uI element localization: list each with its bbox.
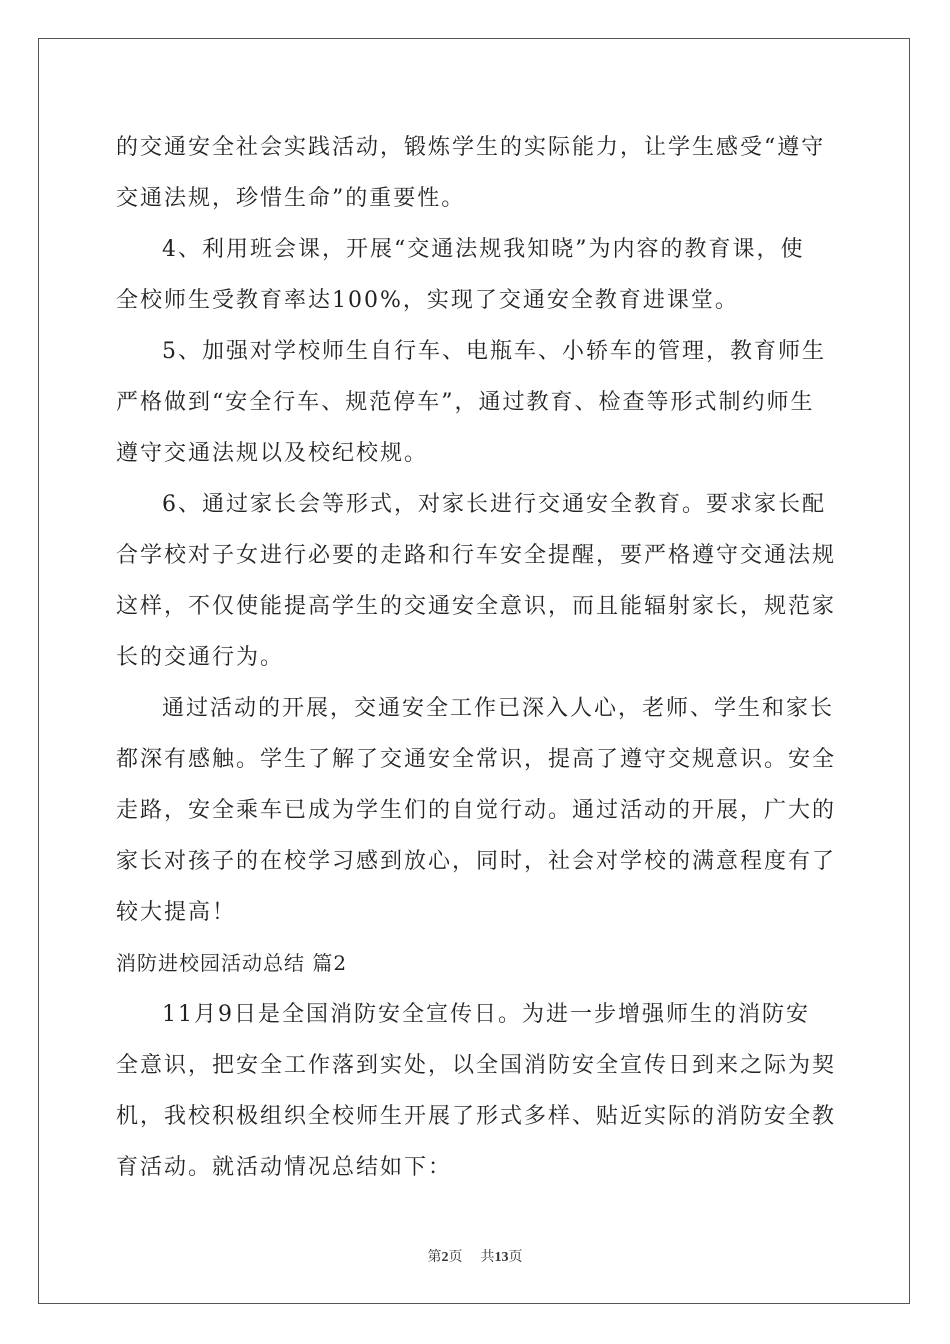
text-line: 4、利用班会课，开展“交通法规我知晓”为内容的教育课，使 [162,237,805,262]
text-line: 11月9日是全国消防安全宣传日。为进一步增强师生的消防安 [162,1002,810,1027]
paragraph [116,224,836,326]
text-line: 6、通过家长会等形式，对家长进行交通安全教育。要求家长配 [162,492,826,517]
text-line: 较大提高！ [116,900,237,925]
text-line: 机，我校积极组织全校师生开展了形式多样、贴近实际的消防安全教 [116,1104,837,1129]
total-pages: 13 [494,1250,509,1265]
document-body [116,122,836,1193]
page-number: 2 [441,1250,449,1265]
total-prefix: 共 [480,1250,495,1265]
paragraph [116,683,836,938]
paragraph [116,989,836,1193]
text-line: 长的交通行为。 [116,645,285,670]
paragraph [116,479,836,683]
paragraph [116,326,836,479]
text-line: 严格做到“安全行车、规范停车”，通过教育、检查等形式制约师生 [116,390,815,415]
text-line: 交通法规，珍惜生命”的重要性。 [116,186,466,211]
text-line: 全校师生受教育率达100%，实现了交通安全教育进课堂。 [116,288,739,313]
total-suffix: 页 [508,1250,523,1265]
text-line: 通过活动的开展，交通安全工作已深入人心，老师、学生和家长 [162,696,835,721]
text-line: 合学校对子女进行必要的走路和行车安全提醒，要严格遵守交通法规 [116,543,837,568]
text-line: 的交通安全社会实践活动，锻炼学生的实际能力，让学生感受“遵守 [116,135,826,160]
text-line: 都深有感触。学生了解了交通安全常识，提高了遵守交规意识。安全 [116,747,837,772]
page-prefix: 第 [427,1250,442,1265]
text-line: 这样，不仅使能提高学生的交通安全意识，而且能辐射家长，规范家 [116,594,837,619]
text-line: 5、加强对学校师生自行车、电瓶车、小轿车的管理，教育师生 [162,339,826,364]
text-line: 全意识，把安全工作落到实处，以全国消防安全宣传日到来之际为契 [116,1053,837,1078]
text-line: 消防进校园活动总结 篇2 [116,951,348,975]
text-line: 走路，安全乘车已成为学生们的自觉行动。通过活动的开展，广大的 [116,798,837,823]
paragraph [116,122,836,224]
text-line: 遵守交通法规以及校纪校规。 [116,441,429,466]
text-line: 家长对孩子的在校学习感到放心，同时，社会对学校的满意程度有了 [116,849,837,874]
page-footer [0,1246,950,1266]
section-heading [116,938,836,989]
page-suffix: 页 [448,1250,463,1265]
text-line: 育活动。就活动情况总结如下： [116,1155,453,1180]
